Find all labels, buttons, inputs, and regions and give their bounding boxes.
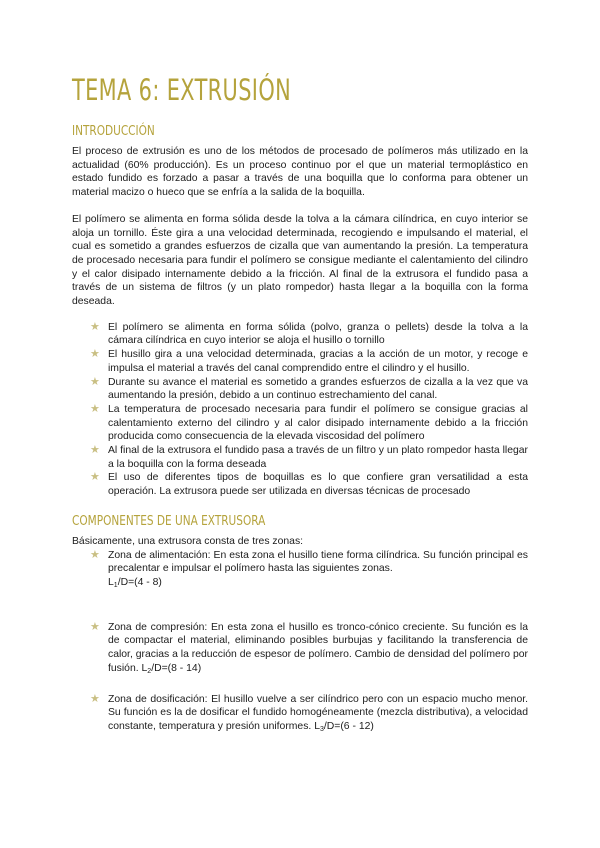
zones-list (72, 549, 528, 737)
star-bullet-icon: ★ (90, 692, 100, 705)
list-item-text: La temperatura de procesado necesaria para fundir el polímero se consigue gracias al calentamiento externo del cilindro y al calor disipado internamente debido a la fricción producida como consecuencia de la elevada viscosidad del polímero (108, 403, 528, 443)
zone-ratio: $L_3/D=(6 - 12)$ (314, 720, 374, 733)
list-item (72, 348, 528, 375)
star-bullet-icon: ★ (90, 548, 100, 561)
list-item-text: Al final de la extrusora el fundido pasa a través de un filtro y un plato rompedor hasta llegar a la boquilla con la forma deseada (108, 445, 528, 470)
zone-text: Zona de compresión: En esta zona el husillo es tronco-cónico creciente. Su función es la de compactar el material, eliminando posibles burbujas y facilitando la transferencia de calor, gracias a la reducción de espesor de polímero. Cambio de densidad del polímero por fusión. (108, 621, 528, 674)
star-bullet-icon: ★ (90, 320, 100, 333)
section-heading-introduccion: INTRODUCCIÓN (72, 123, 155, 139)
list-item (72, 321, 528, 348)
list-item (72, 376, 528, 403)
intro-bullet-list (72, 321, 528, 499)
list-item (72, 403, 528, 444)
zone-item-compresion (72, 621, 528, 679)
zone-text: Zona de alimentación: En esta zona el husillo tiene forma cilíndrica. Su función principal es precalentar e impulsar el polímero hasta las siguientes zonas. (108, 549, 528, 575)
zone-item-alimentacion (72, 549, 528, 593)
zone-ratio: $L_2/D=(8 - 14)$ (141, 662, 202, 675)
zone-ratio: $L_1/D=(4 - 8)$ (108, 576, 162, 589)
list-item-text: El husillo gira a una velocidad determinada, gracias a la acción de un motor, y recoge e impulsa el material a través del canal comprendido entre el cilindro y el husillo. (108, 349, 528, 374)
star-bullet-icon: ★ (90, 444, 100, 457)
intro-paragraph-1: El proceso de extrusión es uno de los métodos de procesado de polímeros más utilizado en la actualidad (60% producción). Es un proceso continuo por el que un material termoplástico en estado fundido es forzado a pasar a través de una boquilla que lo conforma para obtener un material macizo o hueco que se enfría a la salida de la boquilla. (72, 146, 528, 199)
components-lead: Básicamente, una extrusora consta de tres zonas: (72, 535, 304, 547)
list-item (72, 471, 528, 498)
list-item-text: Durante su avance el material es sometido a grandes esfuerzos de cizalla a la vez que va aumentando la presión, debido a un continuo estrechamiento del canal. (108, 376, 528, 402)
section-heading-componentes: COMPONENTES DE UNA EXTRUSORA (72, 512, 266, 529)
list-item (72, 444, 528, 471)
zone-text: Zona de dosificación: El husillo vuelve a ser cilíndrico pero con un espacio mucho menor. Su función es la de dosificar el fundido homogéneamente (mezcla distributiva), a velocidad constante, temperatura y presión uniformes. (108, 693, 528, 732)
list-item-text: El polímero se alimenta en forma sólida (polvo, granza o pellets) desde la tolva a la cámara cilíndrica en cuyo interior se aloja el husillo o tornillo (108, 321, 528, 347)
list-item-text: El uso de diferentes tipos de boquillas es lo que confiere gran versatilidad a esta operación. La extrusora puede ser utilizada en diversas técnicas de procesado (108, 472, 528, 498)
star-bullet-icon: ★ (90, 471, 100, 484)
star-bullet-icon: ★ (90, 375, 100, 388)
zone-item-dosificacion (72, 693, 528, 737)
intro-paragraph-2: El polímero se alimenta en forma sólida desde la tolva a la cámara cilíndrica, en cuyo interior se aloja un tornillo. Éste gira a una velocidad determinada, recogiendo e impulsando el material, el cual es sometido a grandes esfuerzos de cizalla que van aumentando la presión. La temperatura de procesado necesaria para fundir el polímero se consigue mediante el calentamiento del cilindro y el calor disipado internamente debido a la fricción. Al final de la extrusora el fundido pasa a través de un sistema de filtros (y un plato rompedor) hasta llegar a la boquilla con la forma deseada. (72, 213, 528, 308)
star-bullet-icon: ★ (90, 402, 100, 415)
page-title: TEMA 6: EXTRUSIÓN (72, 73, 292, 107)
document-page (72, 72, 528, 737)
star-bullet-icon: ★ (90, 348, 100, 361)
star-bullet-icon: ★ (90, 620, 100, 633)
